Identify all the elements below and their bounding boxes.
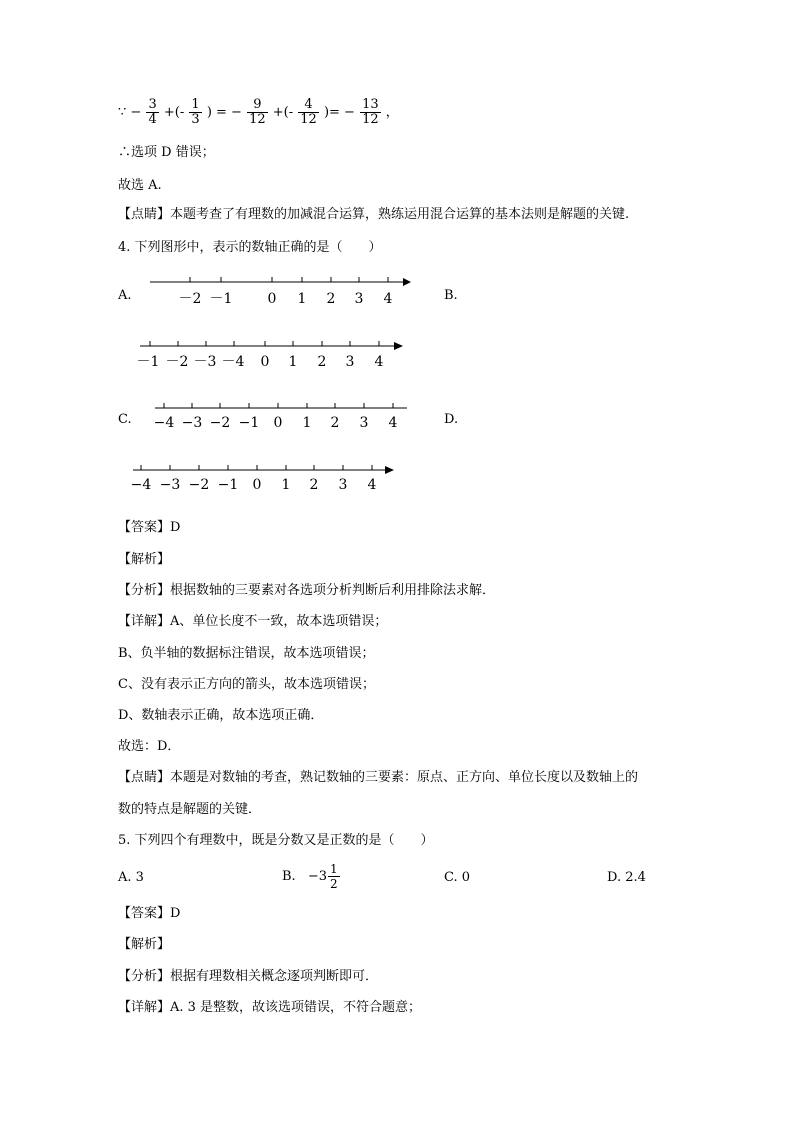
detail-a: 【详解】A、单位长度不一致，故本选项错误； [118, 614, 388, 629]
comment-line-1: 【点睛】本题是对数轴的考查，熟记数轴的三要素：原点、正方向、单位长度以及数轴上的 [118, 770, 639, 785]
tick-label: 4 [383, 291, 393, 307]
fraction: $\frac{9}{12}$ [249, 97, 266, 127]
fraction: $\frac{1}{3}$ [191, 97, 200, 127]
tick-label: 0 [252, 477, 262, 493]
question-5-stem: 5. 下列四个有理数中，既是分数又是正数的是（ ） [118, 833, 434, 848]
tick-label: 1 [297, 291, 307, 307]
detail-line: 【详解】A. 3 是整数，故该选项错误，不符合题意； [118, 1000, 422, 1015]
tick-label: 0 [273, 415, 283, 431]
tick-label: 3 [338, 477, 348, 493]
tick-label: −2 [209, 415, 231, 431]
tick-label: 1 [288, 354, 298, 370]
number-line-c [150, 398, 420, 442]
tick-label: －1 [209, 291, 233, 307]
option-a-label: A. [118, 288, 132, 303]
option-d: D. 2.4 [607, 870, 646, 885]
comment-line: 【点睛】本题考查了有理数的加减混合运算，熟练运用混合运算的基本法则是解题的关键. [118, 207, 630, 222]
option-b-label: B. [444, 288, 458, 303]
detail-c: C、没有表示正方向的箭头，故本选项错误； [118, 677, 375, 692]
tick-label: 3 [354, 291, 364, 307]
tick-label: 2 [326, 291, 336, 307]
question-4-stem: 4. 下列图形中，表示的数轴正确的是（ ） [118, 240, 382, 255]
tick-label: －3 [193, 354, 217, 370]
tick-label: 4 [388, 415, 398, 431]
tick-label: －4 [221, 354, 245, 370]
tick-label: −1 [238, 415, 260, 431]
fraction: $\frac{1}{2}$ [330, 862, 338, 891]
detail-d: D、数轴表示正确，故本选项正确． [118, 708, 324, 723]
tick-label: −4 [130, 477, 152, 493]
option-c: C. 0 [444, 870, 471, 885]
option-b: B. −3 $\frac{1}{2}$ [282, 862, 338, 891]
fraction: $\frac{4}{12}$ [300, 97, 317, 127]
choose-line: 故选：D． [118, 739, 181, 754]
tick-label: 0 [267, 291, 277, 307]
tick-label: −3 [159, 477, 181, 493]
analysis-summary: 【分析】根据有理数相关概念逐项判断即可． [118, 969, 379, 984]
tick-label: 4 [374, 354, 384, 370]
analysis-heading: 【解析】 [118, 937, 171, 952]
tick-label: 1 [281, 477, 291, 493]
number-line-a [145, 272, 415, 316]
tick-label: 2 [317, 354, 327, 370]
choose-line: 故选 A. [118, 178, 162, 193]
fraction: $\frac{3}{4}$ [148, 97, 157, 127]
number-line-d [128, 460, 403, 504]
tick-label: 2 [330, 415, 340, 431]
detail-b: B、负半轴的数据标注错误，故本选项错误； [118, 646, 375, 661]
comment-line-2: 数的特点是解题的关键． [118, 802, 262, 817]
tick-label: −3 [181, 415, 203, 431]
tick-label: －2 [165, 354, 189, 370]
tick-label: 0 [260, 354, 270, 370]
option-c-label: C. [118, 412, 132, 427]
answer-line: 【答案】D [118, 906, 181, 921]
tick-label: 1 [302, 415, 312, 431]
because-symbol: ∵ [118, 105, 127, 120]
fraction: $\frac{13}{12}$ [362, 97, 379, 127]
equation-line: ∵ − $\frac{3}{4}$ +(- $\frac{1}{3}$ ) = − $\frac{9}{12}$ +(- $\frac{4}{12}$ )= − $\frac{13}{12}$ ， [118, 97, 399, 127]
tick-label: −4 [153, 415, 175, 431]
option-a: A. 3 [118, 870, 144, 885]
analysis-heading: 【解析】 [118, 552, 171, 567]
tick-label: －1 [136, 354, 160, 370]
conclusion-line: ∴选项 D 错误； [118, 145, 215, 160]
answer-line: 【答案】D [118, 520, 181, 535]
number-line-b [130, 336, 410, 380]
analysis-summary: 【分析】根据数轴的三要素对各选项分析判断后利用排除法求解． [118, 583, 496, 598]
option-d-label: D. [444, 412, 459, 427]
tick-label: 3 [359, 415, 369, 431]
tick-label: 4 [367, 477, 377, 493]
tick-label: 2 [309, 477, 319, 493]
tick-label: −2 [188, 477, 210, 493]
tick-label: －2 [178, 291, 202, 307]
tick-label: −1 [217, 477, 239, 493]
tick-label: 3 [345, 354, 355, 370]
